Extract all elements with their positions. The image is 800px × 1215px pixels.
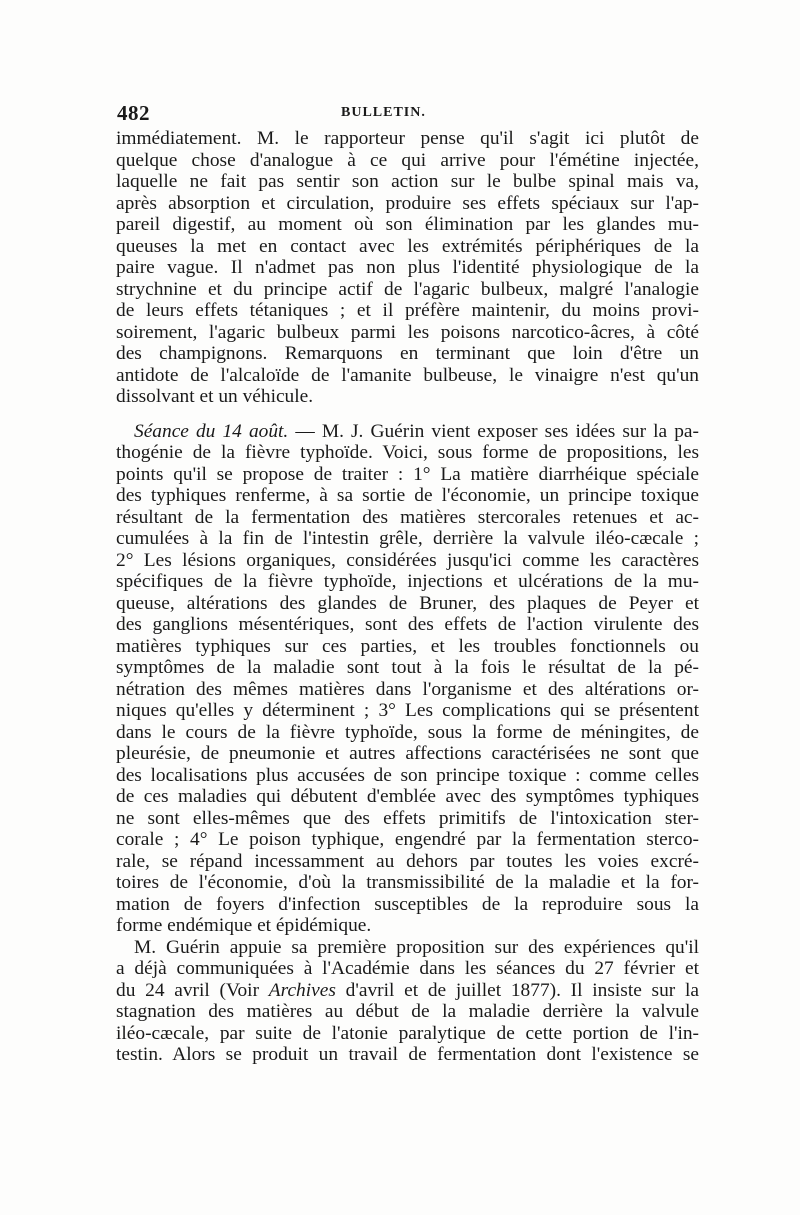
text-line: dissolvant et un véhicule. — [116, 386, 314, 407]
text-line: mation de foyers d'infection susceptibles de la reproduire sous la — [116, 893, 699, 915]
text-line: points qu'il se propose de traiter : 1° La matière diarrhéique spéciale — [116, 463, 699, 485]
text-line: nétration des mêmes matières dans l'organisme et des altérations or- — [116, 678, 699, 700]
paragraph-1 — [116, 128, 699, 408]
paragraph-3 — [116, 937, 699, 1066]
text-line: de ces maladies qui débutent d'emblée avec des symptômes typhiques — [116, 786, 699, 807]
body-text — [116, 128, 699, 1066]
text-line: ne sont elles-mêmes que des effets primitifs de l'intoxication ster- — [116, 807, 699, 829]
text-line: antidote de l'alcaloïde de l'amanite bulbeuse, le vinaigre n'est qu'un — [116, 364, 699, 386]
text-line: résultant de la fermentation des matières stercorales retenues et ac- — [116, 506, 699, 528]
text-line: cumulées à la fin de l'intestin grêle, derrière la valvule iléo-cæcale ; — [116, 528, 699, 549]
text-line: a déjà communiquées à l'Académie dans les séances du 27 février et — [116, 958, 699, 979]
text-line: après absorption et circulation, produire ses effets spéciaux sur l'ap- — [116, 192, 699, 214]
text-line: strychnine et du principe actif de l'agaric bulbeux, malgré l'analogie — [116, 278, 699, 300]
text-line: immédiatement. M. le rapporteur pense qu'il s'agit ici plutôt de — [116, 128, 699, 149]
text-run: d'avril et de juillet 1877). Il insiste sur la — [335, 979, 699, 1001]
page-header — [117, 101, 697, 127]
text-line: pleurésie, de pneumonie et autres affections caractérisées ne sont que — [116, 743, 699, 764]
text-line: M. Guérin appuie sa première proposition sur des expériences qu'il — [134, 936, 699, 958]
text-line: quelque chose d'analogue à ce qui arrive pour l'émétine injectée, — [116, 149, 699, 171]
text-line — [116, 421, 699, 443]
text-line: symptômes de la maladie sont tout à la fois le résultat de la pé- — [116, 657, 699, 678]
page-number: 482 — [117, 101, 150, 125]
text-line: queuse, altérations des glandes de Bruner, des plaques de Peyer et — [116, 592, 699, 614]
text-line: matières typhiques sur ces parties, et les troubles fonctionnels ou — [116, 635, 699, 657]
text-line: toires de l'économie, d'où la transmissibilité de la maladie et la for- — [116, 872, 699, 893]
journal-title: Archives — [268, 979, 336, 1001]
paragraph-gap — [116, 408, 699, 421]
text-run: du 24 avril (Voir — [116, 979, 269, 1001]
text-line: pareil digestif, au moment où son élimination par les glandes mu- — [116, 214, 699, 235]
text-line: des champignons. Remarquons en terminant que loin d'être un — [116, 343, 699, 364]
text-line: des ganglions mésentériques, sont des effets de l'action virulente des — [116, 614, 699, 635]
running-head: BULLETIN. — [341, 105, 426, 120]
text-run: — M. J. Guérin vient exposer ses idées sur la pa- — [288, 420, 699, 442]
text-line: rale, se répand incessamment au dehors par toutes les voies excré- — [116, 850, 699, 872]
text-line: queuses la met en contact avec les extrémités périphériques de la — [116, 235, 699, 257]
text-line: laquelle ne fait pas sentir son action sur le bulbe spinal mais va, — [116, 171, 699, 192]
text-line: des typhiques renferme, à sa sortie de l'économie, un principe toxique — [116, 485, 699, 506]
session-date: Séance du 14 août. — [134, 420, 289, 442]
text-line: spécifiques de la fièvre typhoïde, injections et ulcérations de la mu- — [116, 571, 699, 592]
text-line: testin. Alors se produit un travail de fermentation dont l'existence se — [116, 1044, 699, 1065]
text-line: niques qu'elles y déterminent ; 3° Les complications qui se présentent — [116, 700, 699, 721]
text-line: iléo-cæcale, par suite de l'atonie paralytique de cette portion de l'in- — [116, 1022, 699, 1044]
paragraph-2 — [116, 421, 699, 937]
text-line: paire vague. Il n'admet pas non plus l'identité physiologique de la — [116, 257, 699, 278]
text-line: dans le cours de la fièvre typhoïde, sous la forme de méningites, de — [116, 721, 699, 743]
text-line: corale ; 4° Le poison typhique, engendré par la fermentation sterco- — [116, 829, 699, 850]
text-line — [116, 980, 699, 1002]
text-line: de leurs effets tétaniques ; et il préfère maintenir, du moins provi- — [116, 300, 699, 321]
text-line: stagnation des matières au début de la maladie derrière la valvule — [116, 1001, 699, 1022]
text-line: soirement, l'agaric bulbeux parmi les poisons narcotico-âcres, à côté — [116, 321, 699, 343]
text-line: thogénie de la fièvre typhoïde. Voici, sous forme de propositions, les — [116, 442, 699, 463]
text-line: 2° Les lésions organiques, considérées jusqu'ici comme les caractères — [116, 549, 699, 571]
text-line: forme endémique et épidémique. — [116, 915, 372, 936]
text-line: des localisations plus accusées de son principe toxique : comme celles — [116, 764, 699, 786]
